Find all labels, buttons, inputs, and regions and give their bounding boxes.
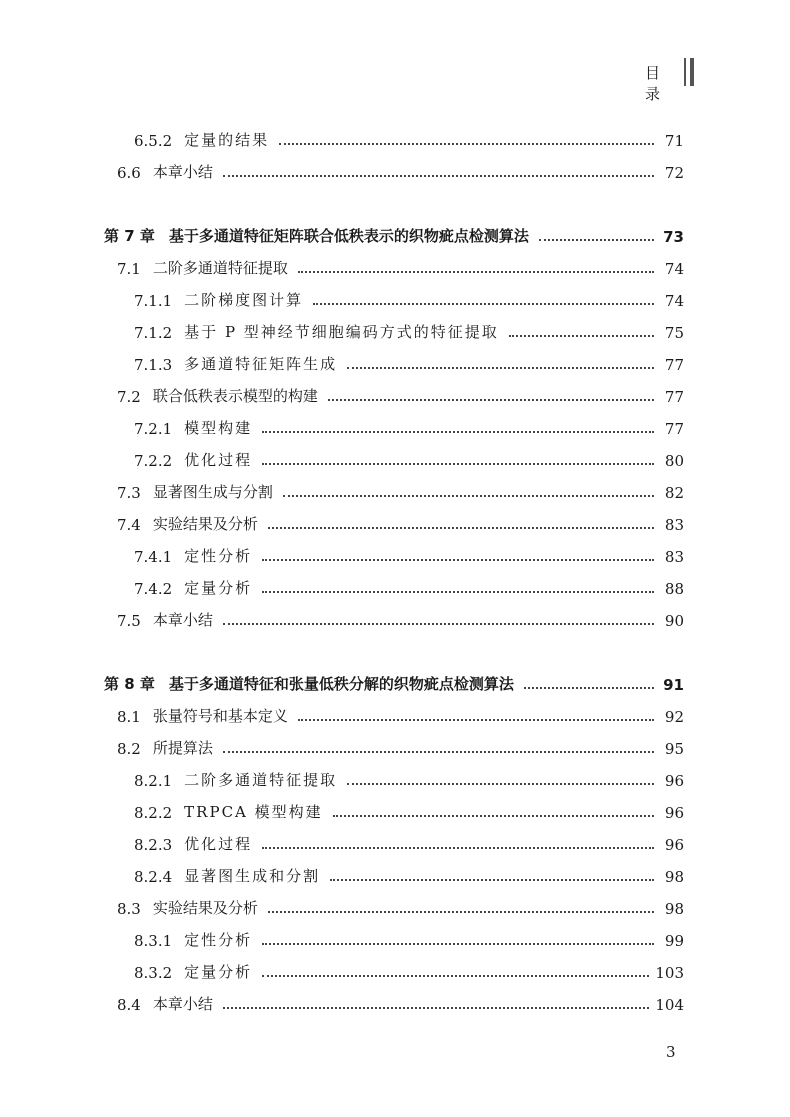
dot-leader <box>223 751 654 753</box>
dot-leader <box>262 975 649 977</box>
toc-entry-page: 83 <box>664 548 684 566</box>
toc-entry-page: 75 <box>664 324 684 342</box>
toc-entry-page: 96 <box>664 804 684 822</box>
toc-entry-number: 7.4.2 <box>134 580 173 598</box>
toc-entry-number: 7.1.3 <box>134 356 173 374</box>
toc-entry-page: 99 <box>664 932 684 950</box>
toc-entry-number: 7.1.1 <box>134 292 173 310</box>
toc-entry-page: 96 <box>664 772 684 790</box>
toc-entry-title: 实验结果及分析 <box>152 899 258 917</box>
toc-entry-title: 定量的结果 <box>184 131 270 149</box>
dot-leader <box>268 527 654 529</box>
page-number: 3 <box>666 1043 676 1061</box>
toc-entry-page: 95 <box>664 740 684 758</box>
dot-leader <box>509 335 654 337</box>
toc-entry-title: 模型构建 <box>184 419 253 437</box>
toc-entry-title: 二阶梯度图计算 <box>184 291 304 309</box>
toc-chapter-entry[interactable] <box>104 670 684 694</box>
toc-entry-title: 本章小结 <box>152 995 213 1013</box>
toc-entry-number: 7.1.2 <box>134 324 173 342</box>
dot-leader <box>313 303 654 305</box>
toc-entry[interactable] <box>134 958 684 982</box>
toc-entry-number: 8.1 <box>117 708 141 726</box>
toc-entry-number: 8.3.1 <box>134 932 173 950</box>
toc-entry-number: 7.3 <box>117 484 141 502</box>
toc-entry-number: 8.3.2 <box>134 964 173 982</box>
dot-leader <box>262 847 654 849</box>
toc-entry-title: 实验结果及分析 <box>152 515 258 533</box>
toc-entry[interactable] <box>134 926 684 950</box>
toc-entry-page: 77 <box>664 356 684 374</box>
dot-leader <box>262 431 654 433</box>
dot-leader <box>298 719 654 721</box>
toc-entry-number: 8.2.3 <box>134 836 173 854</box>
toc-entry-title: 基于多通道特征矩阵联合低秩表示的织物疵点检测算法 <box>168 227 529 245</box>
toc-entry-number: 8.2.2 <box>134 804 173 822</box>
toc-entry-page: 71 <box>664 132 684 150</box>
dot-leader <box>333 815 654 817</box>
toc-entry-page: 98 <box>664 900 684 918</box>
toc-entry-page: 88 <box>664 580 684 598</box>
dot-leader <box>223 175 654 177</box>
toc-entry-title: 本章小结 <box>152 611 213 629</box>
toc-entry-number: 7.2.2 <box>134 452 173 470</box>
toc-entry-number: 6.5.2 <box>134 132 173 150</box>
toc-entry-page: 104 <box>655 996 684 1014</box>
toc-entry-title: 基于多通道特征和张量低秩分解的织物疵点检测算法 <box>168 675 514 693</box>
toc-entry-page: 80 <box>664 452 684 470</box>
toc-entry-page: 77 <box>664 420 684 438</box>
toc-entry[interactable] <box>117 158 684 182</box>
toc-entry-page: 92 <box>664 708 684 726</box>
toc-entry-title: 二阶多通道特征提取 <box>152 259 288 277</box>
toc-entry-title: 优化过程 <box>184 451 253 469</box>
toc-entry-title: 定量分析 <box>184 579 253 597</box>
toc-entry-number: 8.2 <box>117 740 141 758</box>
toc-entry-number: 7.1 <box>117 260 141 278</box>
toc-entry-page: 74 <box>664 260 684 278</box>
toc-entry[interactable] <box>117 478 684 502</box>
dot-leader <box>262 943 654 945</box>
toc-entry-page: 96 <box>664 836 684 854</box>
toc-entry-page: 103 <box>655 964 684 982</box>
toc-entry[interactable] <box>117 894 684 918</box>
toc-entry-title: 定性分析 <box>184 547 253 565</box>
toc-entry-title: 显著图生成与分割 <box>152 483 273 501</box>
toc-entry-number: 7.5 <box>117 612 141 630</box>
toc-entry-title: 优化过程 <box>184 835 253 853</box>
toc-entry[interactable] <box>134 574 684 598</box>
toc-entry[interactable] <box>117 606 684 630</box>
toc-entry[interactable] <box>117 702 684 726</box>
toc-entry-page: 91 <box>663 676 684 694</box>
toc-entry-number: 6.6 <box>117 164 141 182</box>
toc-entry-title: 二阶多通道特征提取 <box>184 771 338 789</box>
toc-entry[interactable] <box>134 542 684 566</box>
toc-entry-title: 基于 P 型神经节细胞编码方式的特征提取 <box>184 323 499 341</box>
toc-entry-title: 定量分析 <box>184 963 253 981</box>
dot-leader <box>328 399 654 401</box>
toc-chapter-entry[interactable] <box>104 222 684 246</box>
toc-entry[interactable] <box>117 254 684 278</box>
toc-entry-title: TRPCA 模型构建 <box>184 803 323 821</box>
dot-leader <box>330 879 654 881</box>
toc-entry[interactable] <box>134 830 684 854</box>
toc-entry-page: 82 <box>664 484 684 502</box>
toc-entry-number: 7.4.1 <box>134 548 173 566</box>
dot-leader <box>262 591 654 593</box>
toc-entry[interactable] <box>134 350 684 374</box>
toc-entry[interactable] <box>134 318 684 342</box>
toc-entry-number: 8.2.1 <box>134 772 173 790</box>
toc-entry-number: 8.4 <box>117 996 141 1014</box>
toc-entry-title: 本章小结 <box>152 163 213 181</box>
toc-entry-page: 90 <box>664 612 684 630</box>
toc-entry-title: 显著图生成和分割 <box>184 867 321 885</box>
toc-entry-number: 第 7 章 <box>104 227 155 245</box>
dot-leader <box>298 271 654 273</box>
toc-entry-number: 8.3 <box>117 900 141 918</box>
running-head: 目 录 <box>644 64 670 103</box>
toc-entry-number: 7.4 <box>117 516 141 534</box>
dot-leader <box>223 623 654 625</box>
toc-entry-title: 多通道特征矩阵生成 <box>184 355 338 373</box>
dot-leader <box>262 463 654 465</box>
toc-entry[interactable] <box>117 990 684 1014</box>
toc-entry[interactable] <box>134 414 684 438</box>
toc-entry-number: 7.2 <box>117 388 141 406</box>
toc-entry-page: 73 <box>663 228 684 246</box>
toc-entry[interactable] <box>134 766 684 790</box>
dot-leader <box>539 239 654 241</box>
toc-entry[interactable] <box>134 862 684 886</box>
dot-leader <box>279 143 654 145</box>
toc-entry-page: 98 <box>664 868 684 886</box>
toc-entry-page: 77 <box>664 388 684 406</box>
toc-entry[interactable] <box>134 286 684 310</box>
toc-entry-page: 83 <box>664 516 684 534</box>
toc-entry-number: 7.2.1 <box>134 420 173 438</box>
dot-leader <box>283 495 654 497</box>
dot-leader <box>347 367 654 369</box>
toc-entry-title: 张量符号和基本定义 <box>152 707 288 725</box>
toc-entry[interactable] <box>117 510 684 534</box>
dot-leader <box>268 911 654 913</box>
dot-leader <box>262 559 654 561</box>
toc-entry-number: 8.2.4 <box>134 868 173 886</box>
toc-entry-page: 74 <box>664 292 684 310</box>
toc-entry-number: 第 8 章 <box>104 675 155 693</box>
dot-leader <box>347 783 654 785</box>
toc-entry-title: 联合低秩表示模型的构建 <box>152 387 318 405</box>
toc-entry[interactable] <box>117 382 684 406</box>
toc-entry[interactable] <box>117 734 684 758</box>
toc-entry-title: 定性分析 <box>184 931 253 949</box>
toc-entry-page: 72 <box>664 164 684 182</box>
toc-entry[interactable] <box>134 126 684 150</box>
toc-entry[interactable] <box>134 446 684 470</box>
toc-entry[interactable] <box>134 798 684 822</box>
dot-leader <box>524 687 654 689</box>
toc-entry-title: 所提算法 <box>152 739 213 757</box>
dot-leader <box>223 1007 649 1009</box>
